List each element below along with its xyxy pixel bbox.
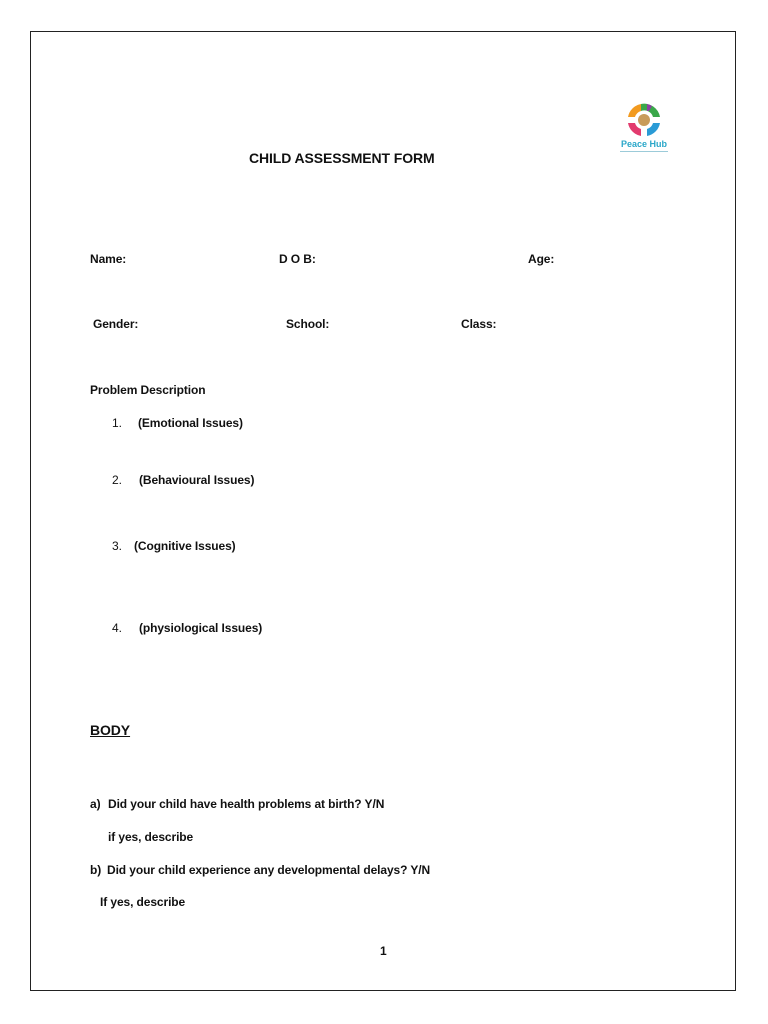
question-marker-b: b) (90, 863, 102, 877)
logo-wordmark: Peace Hub (620, 139, 668, 149)
issue-label-physiological: (physiological Issues) (139, 621, 263, 635)
peace-hub-logo (614, 100, 674, 155)
issue-number: 4. (112, 621, 122, 635)
issue-label-emotional: (Emotional Issues) (138, 416, 243, 430)
gender-label: Gender: (93, 317, 139, 331)
question-b-text: Did your child experience any developmental delays? Y/N (107, 863, 431, 877)
school-label: School: (286, 317, 330, 331)
question-a-followup: if yes, describe (108, 830, 194, 844)
dob-label: D O B: (279, 252, 316, 266)
issue-number: 3. (112, 539, 122, 553)
peace-hub-logo-icon (614, 100, 674, 140)
form-title: CHILD ASSESSMENT FORM (249, 150, 435, 166)
issue-label-cognitive: (Cognitive Issues) (134, 539, 236, 553)
age-label: Age: (528, 252, 555, 266)
issue-label-behavioural: (Behavioural Issues) (139, 473, 255, 487)
logo-tagline-line (620, 151, 668, 152)
document-page (30, 31, 736, 991)
page-number: 1 (380, 944, 387, 958)
issue-number: 1. (112, 416, 122, 430)
body-heading: BODY (90, 722, 131, 738)
question-a-text: Did your child have health problems at birth? Y/N (108, 797, 385, 811)
class-label: Class: (461, 317, 497, 331)
question-marker-a: a) (90, 797, 101, 811)
problem-description-heading: Problem Description (90, 383, 206, 397)
name-label: Name: (90, 252, 127, 266)
question-b-followup: If yes, describe (100, 895, 186, 909)
issue-number: 2. (112, 473, 122, 487)
